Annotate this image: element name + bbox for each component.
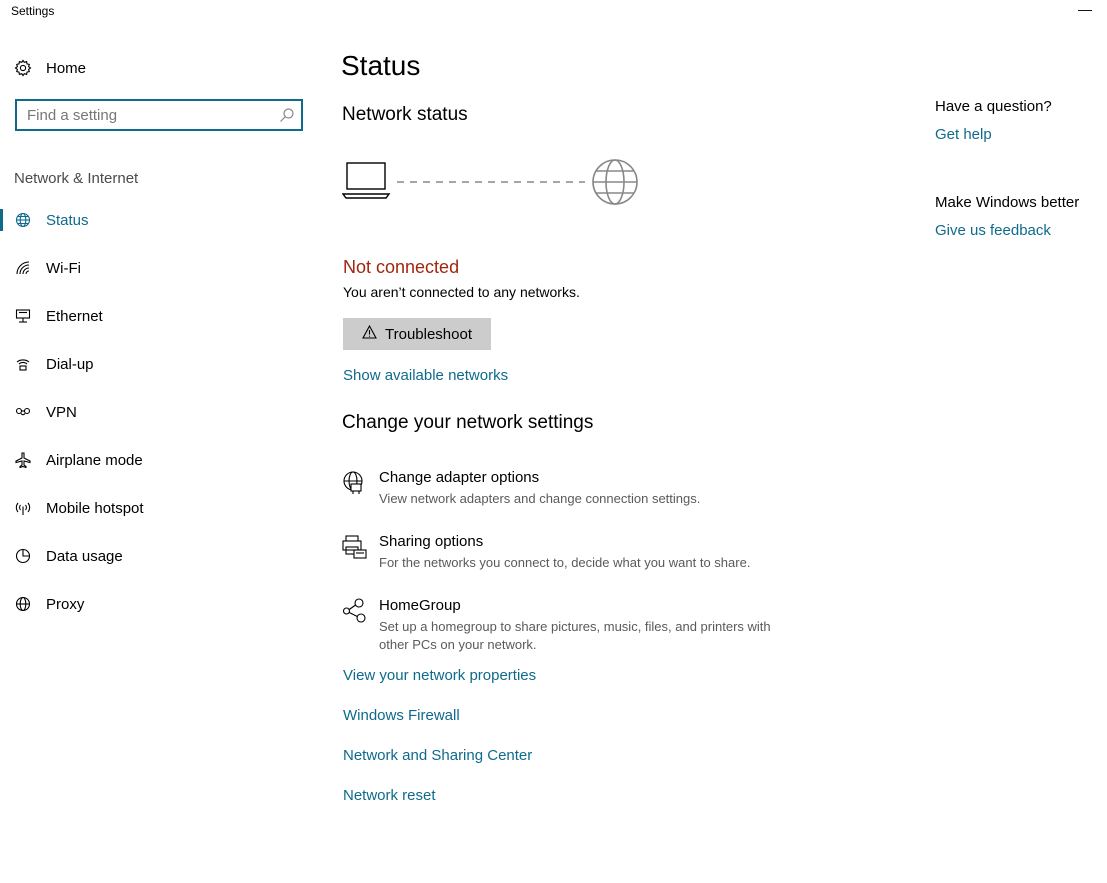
laptop-icon [343,163,389,198]
view-network-properties-link[interactable]: View your network properties [343,667,537,684]
sidebar-item-airplane[interactable] [0,445,320,475]
sharing-icon [342,534,368,560]
sidebar-item-data-usage[interactable] [0,541,320,571]
page-title: Status [341,50,421,81]
adapter-icon [342,470,368,496]
wifi-icon [14,259,32,277]
sidebar-item-proxy[interactable] [0,589,320,619]
homegroup-icon [342,598,368,624]
network-reset-link[interactable]: Network reset [343,787,436,804]
sidebar-item-wifi[interactable] [0,253,320,283]
search-box[interactable] [15,99,303,131]
show-available-networks-link[interactable]: Show available networks [343,367,509,384]
sidebar-item-vpn[interactable] [0,397,320,427]
hotspot-icon [14,499,32,517]
data-usage-icon [14,547,32,565]
connection-status-description: You aren’t connected to any networks. [343,284,580,300]
option-title: Change adapter options [379,469,540,486]
search-input[interactable] [17,101,277,129]
home-label: Home [46,59,87,77]
sidebar-item-label: Dial-up [46,355,94,373]
globe-status-icon [14,211,32,229]
gear-icon [14,59,32,77]
window-title: Settings [11,4,55,18]
sidebar-item-mobile-hotspot[interactable] [0,493,320,523]
sidebar-item-label: VPN [46,403,77,421]
minimize-button[interactable]: — [1078,1,1092,17]
vpn-icon [14,403,32,421]
warning-icon [362,325,377,343]
give-feedback-link[interactable]: Give us feedback [935,222,1051,239]
sidebar-item-label: Airplane mode [46,451,143,469]
network-sharing-center-link[interactable]: Network and Sharing Center [343,747,533,764]
sidebar-item-dialup[interactable] [0,349,320,379]
sidebar-item-label: Wi-Fi [46,259,81,277]
change-settings-heading: Change your network settings [342,412,594,433]
option-title: HomeGroup [379,597,461,614]
sidebar-item-status[interactable] [0,205,320,235]
option-description: View network adapters and change connection settings. [379,491,701,506]
option-homegroup[interactable] [342,598,792,654]
sidebar-item-label: Data usage [46,547,123,565]
sidebar-item-label: Status [46,211,89,229]
sidebar-home[interactable] [14,57,86,79]
question-heading: Have a question? [935,98,1052,115]
feedback-heading: Make Windows better [935,194,1080,211]
option-description: For the networks you connect to, decide what you want to share. [379,555,751,570]
search-icon[interactable] [279,107,295,123]
network-status-heading: Network status [342,104,468,125]
sidebar-item-ethernet[interactable] [0,301,320,331]
option-title: Sharing options [379,533,484,550]
troubleshoot-button[interactable] [343,318,491,350]
section-label: Network & Internet [14,170,139,187]
option-sharing[interactable] [342,534,792,574]
option-description: Set up a homegroup to share pictures, music, files, and printers with other PCs on your network. [379,619,771,652]
network-diagram [342,158,642,208]
option-change-adapter[interactable] [342,470,792,510]
dialup-icon [14,355,32,373]
windows-firewall-link[interactable]: Windows Firewall [343,707,460,724]
globe-icon [14,595,32,613]
sidebar-item-label: Mobile hotspot [46,499,144,517]
get-help-link[interactable]: Get help [935,126,992,143]
airplane-icon [14,451,32,469]
sidebar-item-label: Proxy [46,595,85,613]
sidebar-item-label: Ethernet [46,307,103,325]
troubleshoot-label: Troubleshoot [385,325,472,343]
internet-globe-icon [593,160,637,204]
ethernet-icon [14,307,32,325]
connection-status: Not connected [343,257,460,277]
